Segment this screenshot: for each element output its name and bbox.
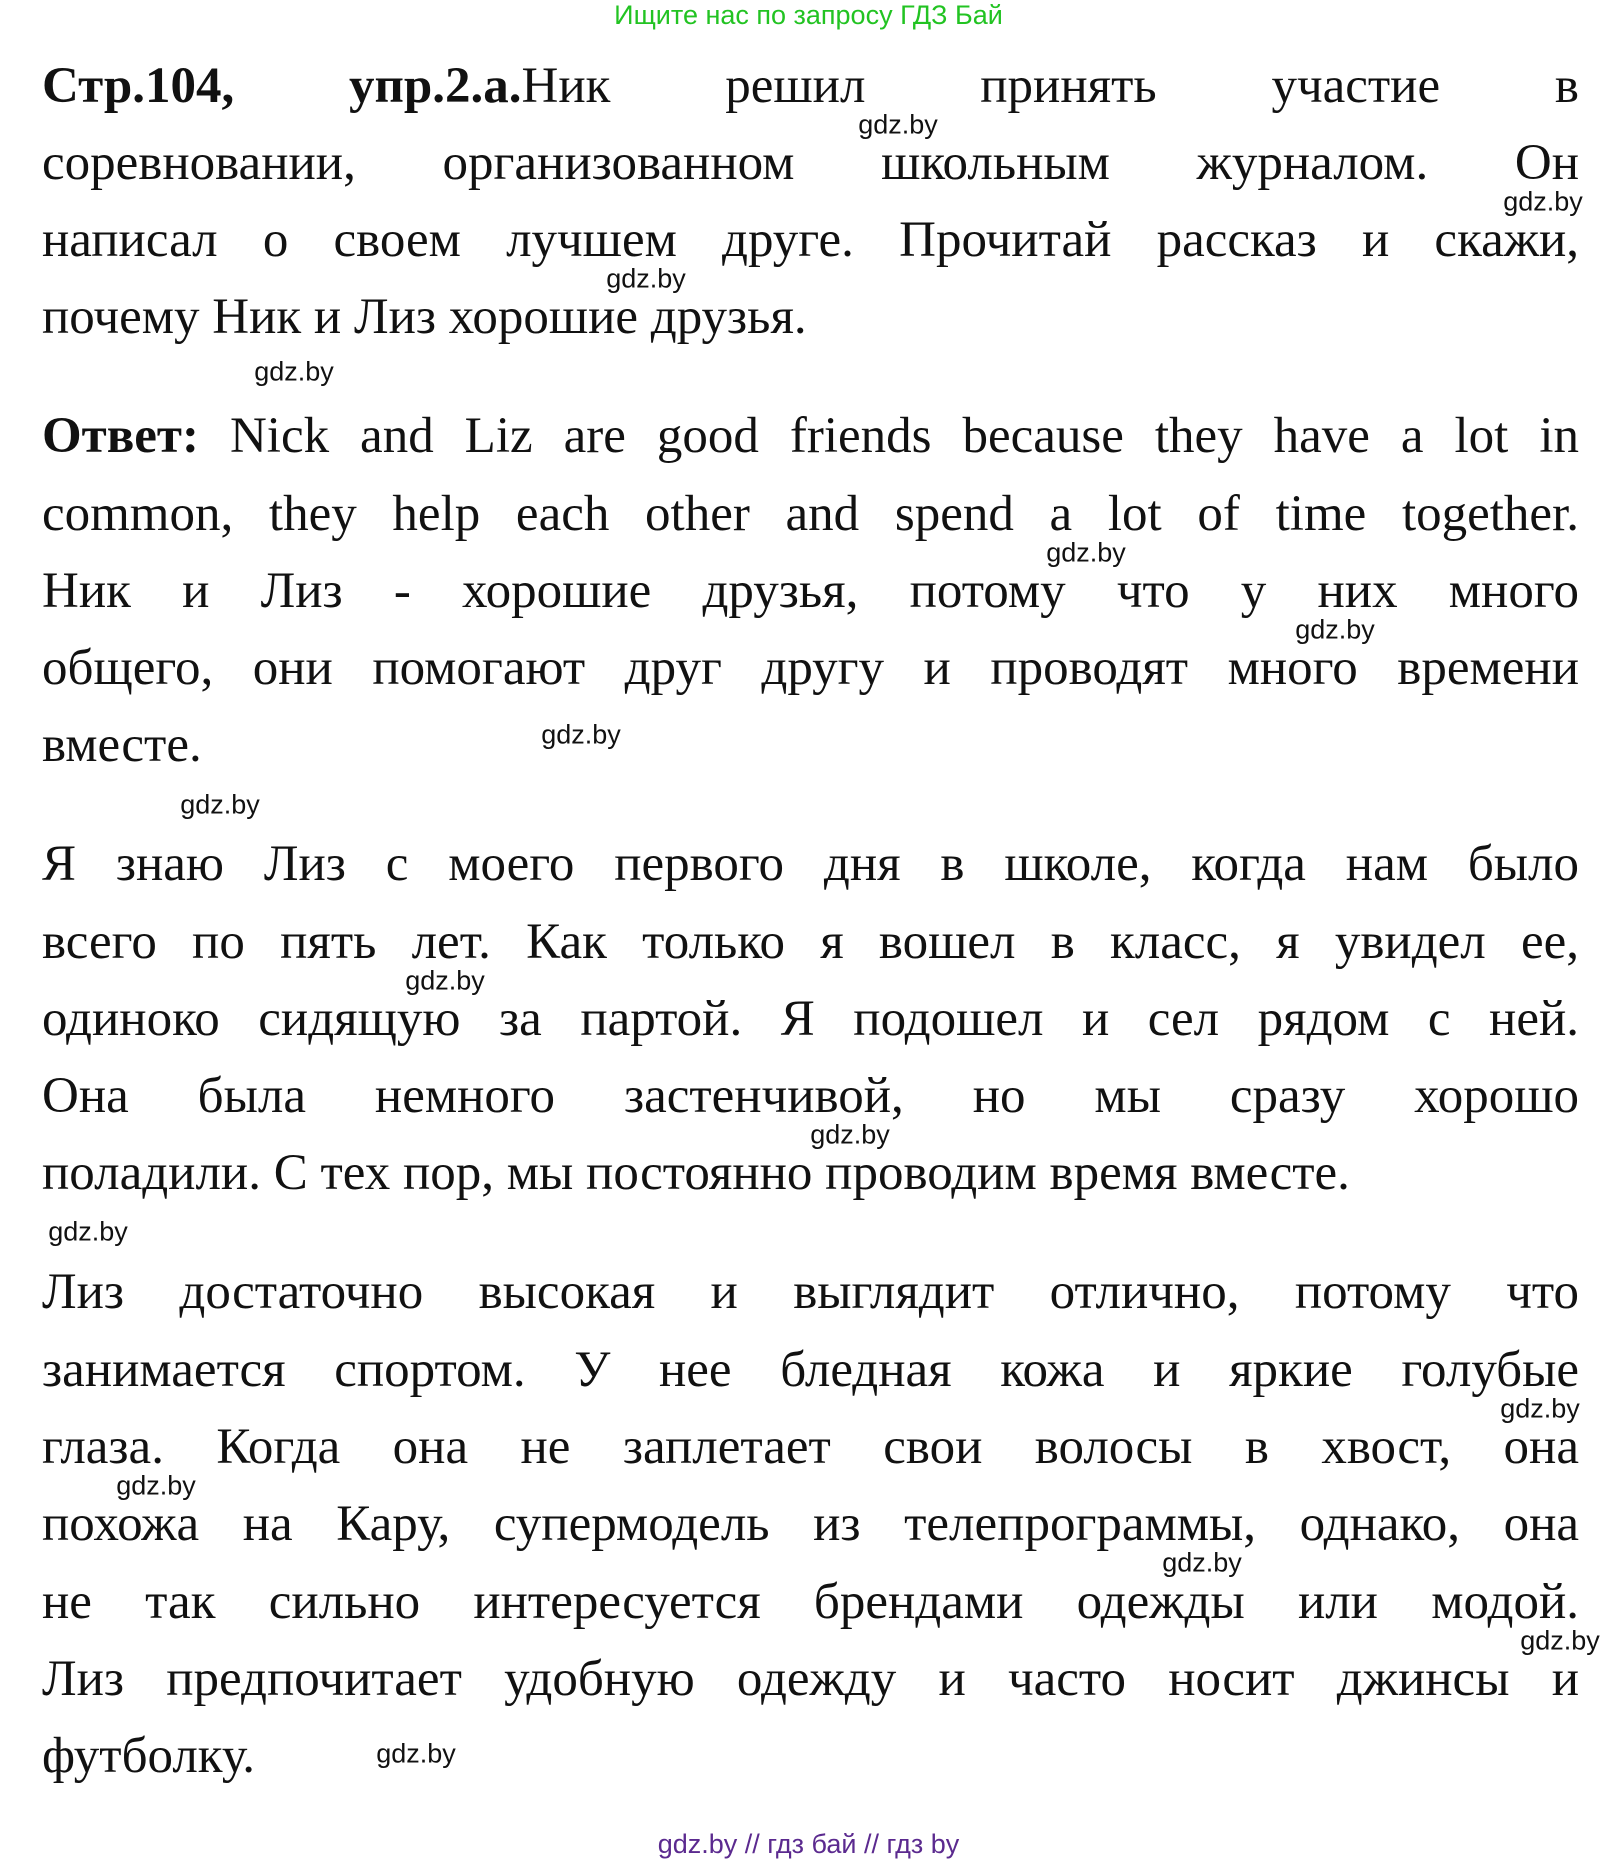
paragraph2-line: занимается спортом. У нее бледная кожа и яркие голубые [42,1342,1579,1398]
task-line: написал о своем лучшем друге. Прочитай рассказ и скажи, [42,212,1579,268]
answer-label: Ответ: [42,408,199,464]
paragraph2-line: Лиз предпочитает удобную одежду и часто носит джинсы и [42,1651,1579,1707]
answer-line: Ник и Лиз - хорошие друзья, потому что у них много [42,563,1579,619]
footer-links: gdz.by // гдз бай // гдз by [657,1829,960,1859]
answer-line: common, they help each other and spend a lot of time together. [42,486,1579,542]
paragraph1-line: одиноко сидящую за партой. Я подошел и сел рядом с ней. [42,991,1579,1047]
task-line: почему Ник и Лиз хорошие друзья. [42,289,807,345]
answer-line: вместе. [42,717,202,773]
paragraph2-line: похожа на Кару, супермодель из телепрограммы, однако, она [42,1496,1579,1552]
watermark: gdz.by [1500,1393,1580,1424]
paragraph2-line: не так сильно интересуется брендами одежды или модой. [42,1574,1579,1630]
paragraph1-line: Она была немного застенчивой, но мы сразу хорошо [42,1068,1579,1124]
watermark: gdz.by [541,719,621,750]
exercise-label: упр.2.а. [349,58,522,114]
watermark: gdz.by [254,356,334,387]
page-label: Стр.104, [42,58,235,114]
watermark: gdz.by [48,1216,128,1247]
answer-line [42,407,1579,465]
watermark: gdz.by [858,109,938,140]
watermark: gdz.by [810,1119,890,1150]
task-line: соревновании, организованном школьным журналом. Он [42,135,1579,191]
paragraph1-line: Я знаю Лиз с моего первого дня в школе, когда нам было [42,836,1579,892]
watermark: gdz.by [1295,614,1375,645]
watermark: gdz.by [1503,186,1583,217]
answer-line: общего, они помогают друг другу и проводят много времени [42,640,1579,696]
paragraph2-line: футболку. [42,1728,255,1784]
watermark: gdz.by [1520,1625,1600,1656]
paragraph2-line: глаза. Когда она не заплетает свои волосы в хвост, она [42,1419,1579,1475]
paragraph1-line: всего по пять лет. Как только я вошел в класс, я увидел ее, [42,914,1579,970]
watermark: gdz.by [376,1738,456,1769]
watermark: gdz.by [405,965,485,996]
watermark: gdz.by [116,1470,196,1501]
paragraph1-line: поладили. С тех пор, мы постоянно проводим время вместе. [42,1145,1350,1201]
task-text: Ник решил принять участие в [521,58,1579,114]
answer-text: Nick and Liz are good friends because they have a lot in [229,408,1580,464]
search-hint-banner: Ищите нас по запросу ГДЗ Бай [614,0,1003,30]
watermark: gdz.by [1162,1547,1242,1578]
watermark: gdz.by [180,789,260,820]
watermark: gdz.by [606,263,686,294]
task-line [42,57,1579,115]
paragraph2-line: Лиз достаточно высокая и выглядит отлично, потому что [42,1264,1579,1320]
watermark: gdz.by [1046,537,1126,568]
